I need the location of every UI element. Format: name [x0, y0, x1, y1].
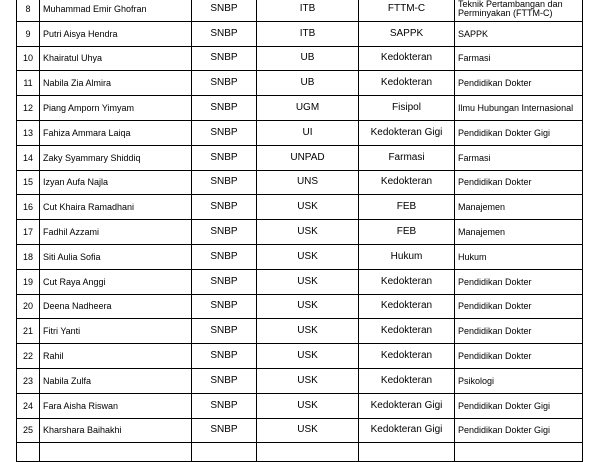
admission-path: SNBP [192, 393, 257, 418]
university: USK [257, 319, 359, 344]
student-name: Deena Nadheera [40, 294, 192, 319]
study-program: SAPPK [455, 21, 583, 46]
university: USK [257, 393, 359, 418]
admission-path: SNBP [192, 71, 257, 96]
faculty: Kedokteran [359, 368, 455, 393]
student-name: Fadhil Azzami [40, 220, 192, 245]
student-name: Cut Raya Anggi [40, 269, 192, 294]
faculty: Kedokteran [359, 294, 455, 319]
row-number: 22 [17, 344, 40, 369]
faculty: Kedokteran [359, 71, 455, 96]
faculty: Kedokteran [359, 46, 455, 71]
faculty: Kedokteran [359, 319, 455, 344]
row-number: 25 [17, 418, 40, 443]
university: UI [257, 120, 359, 145]
faculty [359, 443, 455, 462]
university [257, 443, 359, 462]
student-name: Piang Amporn Yimyam [40, 96, 192, 121]
student-admission-table [16, 0, 583, 462]
row-number: 11 [17, 71, 40, 96]
table-row [17, 244, 583, 269]
faculty: Kedokteran [359, 269, 455, 294]
row-number: 15 [17, 170, 40, 195]
study-program [455, 443, 583, 462]
faculty: Kedokteran Gigi [359, 120, 455, 145]
university: UB [257, 46, 359, 71]
faculty: SAPPK [359, 21, 455, 46]
student-name: Khairatul Uhya [40, 46, 192, 71]
university: ITB [257, 21, 359, 46]
row-number [17, 443, 40, 462]
row-number: 13 [17, 120, 40, 145]
table-row [17, 71, 583, 96]
row-number: 12 [17, 96, 40, 121]
admission-path: SNBP [192, 244, 257, 269]
study-program: Pendidikan Dokter [455, 269, 583, 294]
university: USK [257, 195, 359, 220]
table-row [17, 393, 583, 418]
table-row [17, 96, 583, 121]
admission-path: SNBP [192, 269, 257, 294]
student-name: Rahil [40, 344, 192, 369]
study-program: Manajemen [455, 195, 583, 220]
table-body [17, 0, 583, 462]
admission-path: SNBP [192, 418, 257, 443]
row-number: 18 [17, 244, 40, 269]
study-program: Pendidikan Dokter Gigi [455, 120, 583, 145]
faculty: Fisipol [359, 96, 455, 121]
admission-path: SNBP [192, 96, 257, 121]
faculty: Kedokteran Gigi [359, 418, 455, 443]
admission-path: SNBP [192, 195, 257, 220]
faculty: Farmasi [359, 145, 455, 170]
university: USK [257, 244, 359, 269]
study-program: Ilmu Hubungan Internasional [455, 96, 583, 121]
admission-path [192, 443, 257, 462]
row-number: 24 [17, 393, 40, 418]
university: ITB [257, 0, 359, 21]
table-row [17, 21, 583, 46]
study-program: Pendidikan Dokter Gigi [455, 418, 583, 443]
table-row [17, 120, 583, 145]
study-program: Pendidikan Dokter [455, 344, 583, 369]
student-name: Kharshara Baihakhi [40, 418, 192, 443]
row-number: 23 [17, 368, 40, 393]
row-number: 20 [17, 294, 40, 319]
admission-path: SNBP [192, 21, 257, 46]
student-name: Fahiza Ammara Laiqa [40, 120, 192, 145]
student-name: Zaky Syammary Shiddiq [40, 145, 192, 170]
student-name: Nabila Zia Almira [40, 71, 192, 96]
study-program: Farmasi [455, 46, 583, 71]
faculty: Hukum [359, 244, 455, 269]
table-row [17, 294, 583, 319]
admission-path: SNBP [192, 46, 257, 71]
study-program: Hukum [455, 244, 583, 269]
row-number: 16 [17, 195, 40, 220]
table-row [17, 220, 583, 245]
student-name: Muhammad Emir Ghofran [40, 0, 192, 21]
university: USK [257, 344, 359, 369]
university: USK [257, 418, 359, 443]
faculty: FTTM-C [359, 0, 455, 21]
university: USK [257, 368, 359, 393]
student-name: Nabila Zulfa [40, 368, 192, 393]
admission-path: SNBP [192, 170, 257, 195]
study-program: Pendidikan Dokter [455, 71, 583, 96]
study-program: Pendidikan Dokter Gigi [455, 393, 583, 418]
table-row [17, 368, 583, 393]
university: UB [257, 71, 359, 96]
row-number: 14 [17, 145, 40, 170]
university: USK [257, 269, 359, 294]
row-number: 17 [17, 220, 40, 245]
faculty: Kedokteran Gigi [359, 393, 455, 418]
admission-path: SNBP [192, 145, 257, 170]
table-row [17, 0, 583, 21]
university: UGM [257, 96, 359, 121]
study-program: Psikologi [455, 368, 583, 393]
study-program: Manajemen [455, 220, 583, 245]
faculty: FEB [359, 220, 455, 245]
student-name: Fara Aisha Riswan [40, 393, 192, 418]
row-number: 19 [17, 269, 40, 294]
table-row [17, 418, 583, 443]
study-program: Teknik Pertambangan dan Perminyakan (FTTM-C) [455, 0, 583, 21]
student-name: Siti Aulia Sofia [40, 244, 192, 269]
study-program: Pendidikan Dokter [455, 170, 583, 195]
university: USK [257, 220, 359, 245]
admission-path: SNBP [192, 344, 257, 369]
faculty: Kedokteran [359, 344, 455, 369]
study-program: Pendidikan Dokter [455, 319, 583, 344]
table-row [17, 195, 583, 220]
row-number: 9 [17, 21, 40, 46]
table-row [17, 145, 583, 170]
admission-path: SNBP [192, 220, 257, 245]
admission-path: SNBP [192, 120, 257, 145]
table-row [17, 170, 583, 195]
student-name: Putri Aisya Hendra [40, 21, 192, 46]
faculty: Kedokteran [359, 170, 455, 195]
table-row [17, 269, 583, 294]
study-program: Pendidikan Dokter [455, 294, 583, 319]
university: USK [257, 294, 359, 319]
student-name: Cut Khaira Ramadhani [40, 195, 192, 220]
university: UNS [257, 170, 359, 195]
student-name: Fitri Yanti [40, 319, 192, 344]
table-row [17, 46, 583, 71]
table-row [17, 443, 583, 462]
faculty: FEB [359, 195, 455, 220]
table-row [17, 319, 583, 344]
student-name [40, 443, 192, 462]
student-name: Izyan Aufa Najla [40, 170, 192, 195]
row-number: 21 [17, 319, 40, 344]
admission-path: SNBP [192, 294, 257, 319]
table-row [17, 344, 583, 369]
admission-path: SNBP [192, 319, 257, 344]
admission-path: SNBP [192, 0, 257, 21]
study-program: Farmasi [455, 145, 583, 170]
row-number: 10 [17, 46, 40, 71]
admission-path: SNBP [192, 368, 257, 393]
university: UNPAD [257, 145, 359, 170]
row-number: 8 [17, 0, 40, 21]
